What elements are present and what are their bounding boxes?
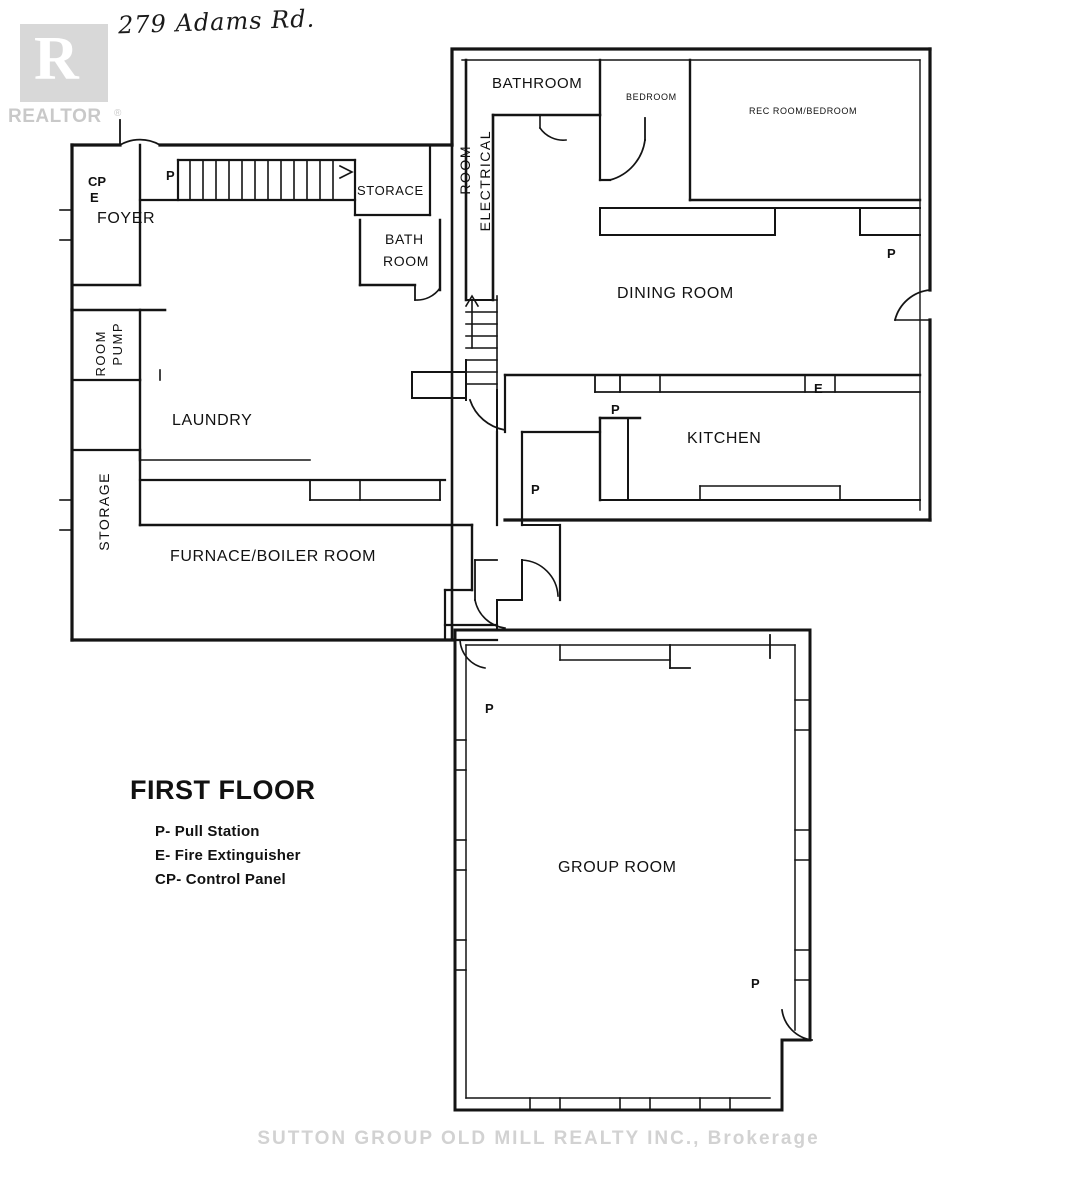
brokerage-watermark: SUTTON GROUP OLD MILL REALTY INC., Brokerage — [257, 1128, 820, 1149]
handwritten-address: 279 Adams Rd. — [117, 4, 316, 40]
room-label-rec-room-bedroom: REC ROOM/BEDROOM — [749, 106, 858, 116]
legend-item-fire-extinguisher: E- Fire Extinguisher — [155, 847, 301, 864]
marker-pull-station-group-right: P — [751, 976, 760, 991]
realtor-watermark — [8, 24, 126, 134]
room-label-foyer: FOYER — [97, 210, 156, 227]
marker-pull-station-group-top: P — [485, 701, 494, 716]
realtor-logo-letter: R — [34, 25, 79, 93]
marker-pull-station-foyer: P — [166, 168, 175, 183]
room-label-group-room: GROUP ROOM — [558, 859, 677, 876]
marker-extinguisher-kitchen: E — [814, 381, 823, 396]
marker-control-panel-foyer: CP — [88, 174, 107, 189]
room-label-bathroom: BATHROOM — [492, 75, 583, 92]
legend-item-control-panel: CP- Control Panel — [155, 871, 286, 888]
room-label-bath: BATH — [385, 231, 424, 247]
room-label-dining-room: DINING ROOM — [617, 285, 734, 302]
marker-extinguisher-foyer: E — [90, 190, 99, 205]
room-label-laundry: LAUNDRY — [172, 412, 253, 429]
legend-item-pull-station: P- Pull Station — [155, 823, 260, 840]
room-label-kitchen: KITCHEN — [687, 430, 762, 447]
room-label-storage-upper: STORACE — [357, 183, 424, 198]
room-label-electrical: ELECTRICAL — [477, 130, 493, 232]
realtor-logo-word: REALTOR — [8, 106, 102, 127]
floor-title: FIRST FLOOR — [130, 775, 316, 805]
marker-pull-station-hall: P — [531, 482, 540, 497]
room-label-bath-room: ROOM — [383, 253, 429, 269]
room-label-furnace-boiler-room: FURNACE/BOILER ROOM — [170, 548, 377, 565]
room-label-pump: PUMP — [110, 322, 125, 366]
room-label-bedroom: BEDROOM — [626, 92, 677, 102]
room-label-storage-left: STORAGE — [96, 472, 112, 551]
realtor-registered-icon: ® — [114, 108, 122, 119]
room-label-pump-room: ROOM — [93, 330, 108, 377]
marker-pull-station-dining: P — [887, 246, 896, 261]
marker-pull-station-kitchen: P — [611, 402, 620, 417]
room-label-electrical-room: ROOM — [457, 145, 473, 195]
